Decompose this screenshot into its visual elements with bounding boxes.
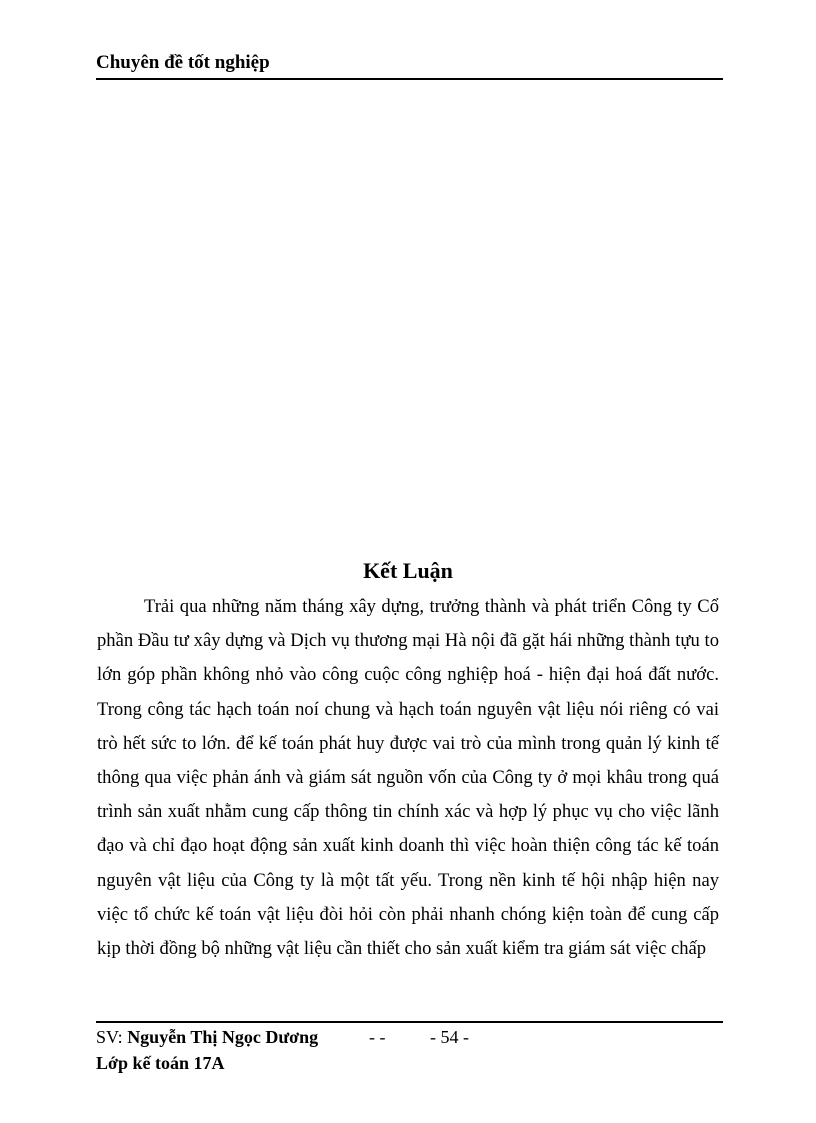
- main-content: [97, 556, 719, 966]
- page-number: - 54 -: [430, 1027, 469, 1047]
- sv-label: SV:: [96, 1027, 128, 1047]
- footer-student-line: [96, 1027, 723, 1053]
- class-name: Lớp kế toán 17A: [96, 1053, 225, 1073]
- section-title: Kết Luận: [363, 558, 453, 583]
- page-footer: [96, 1021, 723, 1073]
- footer-dash: - -: [369, 1027, 386, 1047]
- conclusion-paragraph: Trải qua những năm tháng xây dựng, trưởng thành và phát triển Công ty Cổ phần Đầu tư xây dựng và Dịch vụ thương mại Hà nội đã gặt hái những thành tựu to lớn góp phần không nhỏ vào công cuộc công nghiệp hoá - hiện đại hoá đất nước. Trong công tác hạch toán noí chung và hạch toán nguyên vật liệu nói riêng có vai trò hết sức to lớn. để kế toán phát huy được vai trò của mình trong quản lý kinh tế thông qua việc phản ánh và giám sát nguồn vốn của Công ty ở mọi khâu trong quá trình sản xuất nhằm cung cấp thông tin chính xác và hợp lý phục vụ cho việc lãnh đạo và chỉ đạo hoạt động sản xuất kinh doanh thì việc hoàn thiện công tác kế toán nguyên vật liệu của Công ty là một tất yếu. Trong nền kinh tế hội nhập hiện nay việc tổ chức kế toán vật liệu đòi hỏi còn phải nhanh chóng kiện toàn để cung cấp kịp thời đồng bộ những vật liệu cần thiết cho sản xuất kiểm tra giám sát việc chấp: [97, 596, 719, 960]
- page-header: [96, 52, 723, 80]
- header-title: Chuyên đề tốt nghiệp: [96, 52, 270, 73]
- student-name: Nguyễn Thị Ngọc Dương: [127, 1027, 319, 1047]
